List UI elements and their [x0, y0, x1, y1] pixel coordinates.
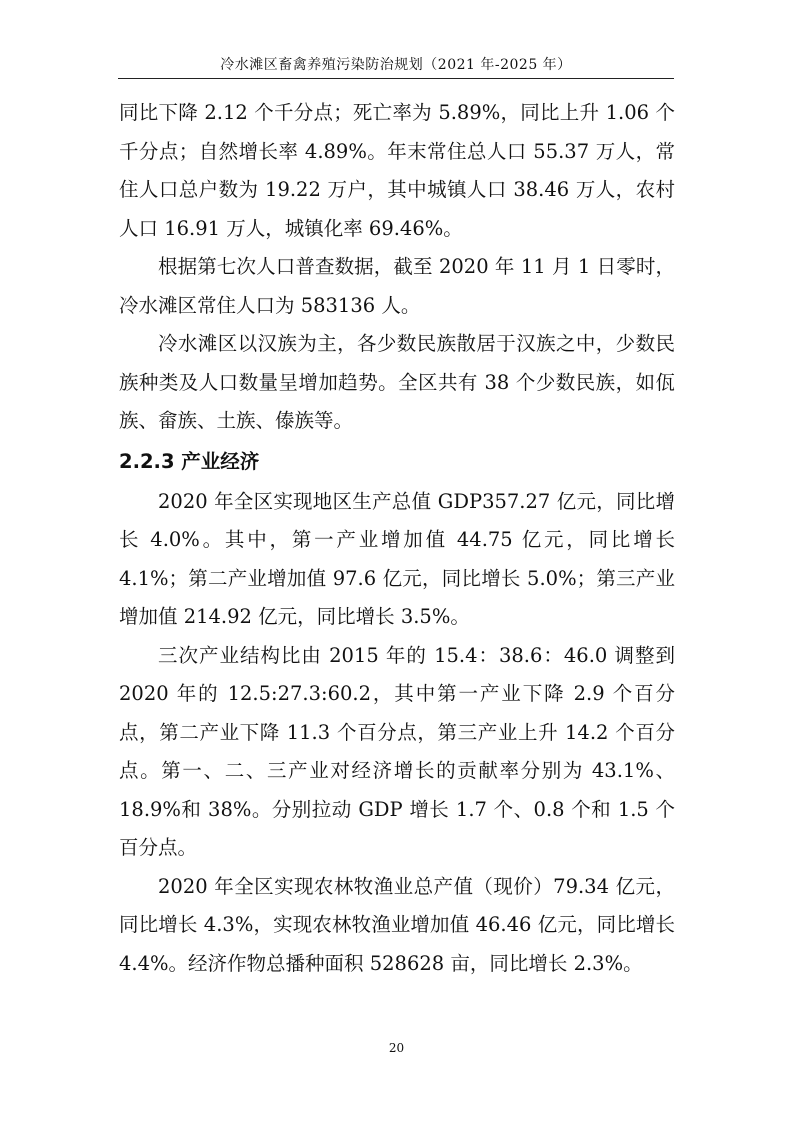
paragraph-gdp: 2020 年全区实现地区生产总值 GDP357.27 亿元，同比增长 4.0%。其中，第一产业增加值 44.75 亿元，同比增长 4.1%；第二产业增加值 97.6 亿元，同比增长 5.0%；第三产业增加值 214.92 亿元，同比增长 3.5%。 [119, 489, 675, 628]
paragraph-census: 根据第七次人口普查数据，截至 2020 年 11 月 1 日零时，冷水滩区常住人口为 583136 人。 [119, 255, 675, 317]
section-heading-industry-economy: 2.2.3 产业经济 [119, 449, 260, 473]
paragraph-industry-structure: 三次产业结构比由 2015 年的 15.4：38.6：46.0 调整到 2020 年的 12.5:27.3:60.2，其中第一产业下降 2.9 个百分点，第二产业下降 11.3 个百分点，第三产业上升 14.2 个百分点。第一、二、三产业对经济增长的贡献率分别为 43.1%、18.9%和 38%。分别拉动 GDP 增长 1.7 个、0.8 个和 1.5 个百分点。 [119, 643, 675, 859]
document-body [119, 94, 675, 983]
paragraph-ethnic-groups: 冷水滩区以汉族为主，各少数民族散居于汉族之中，少数民族种类及人口数量呈增加趋势。全区共有 38 个少数民族，如佤族、畲族、土族、傣族等。 [119, 332, 675, 432]
paragraph-population-stats: 同比下降 2.12 个千分点；死亡率为 5.89%，同比上升 1.06 个千分点；自然增长率 4.89%。年末常住总人口 55.37 万人，常住人口总户数为 19.22 万户，其中城镇人口 38.46 万人，农村人口 16.91 万人，城镇化率 69.46%。 [119, 101, 675, 240]
paragraph-agriculture-output: 2020 年全区实现农林牧渔业总产值（现价）79.34 亿元，同比增长 4.3%，实现农林牧渔业增加值 46.46 亿元，同比增长 4.4%。经济作物总播种面积 528628 亩，同比增长 2.3%。 [119, 874, 675, 975]
page-number: 20 [388, 1041, 405, 1055]
header-divider [118, 78, 674, 79]
running-header: 冷水滩区畜禽养殖污染防治规划（2021 年-2025 年） [220, 57, 572, 73]
